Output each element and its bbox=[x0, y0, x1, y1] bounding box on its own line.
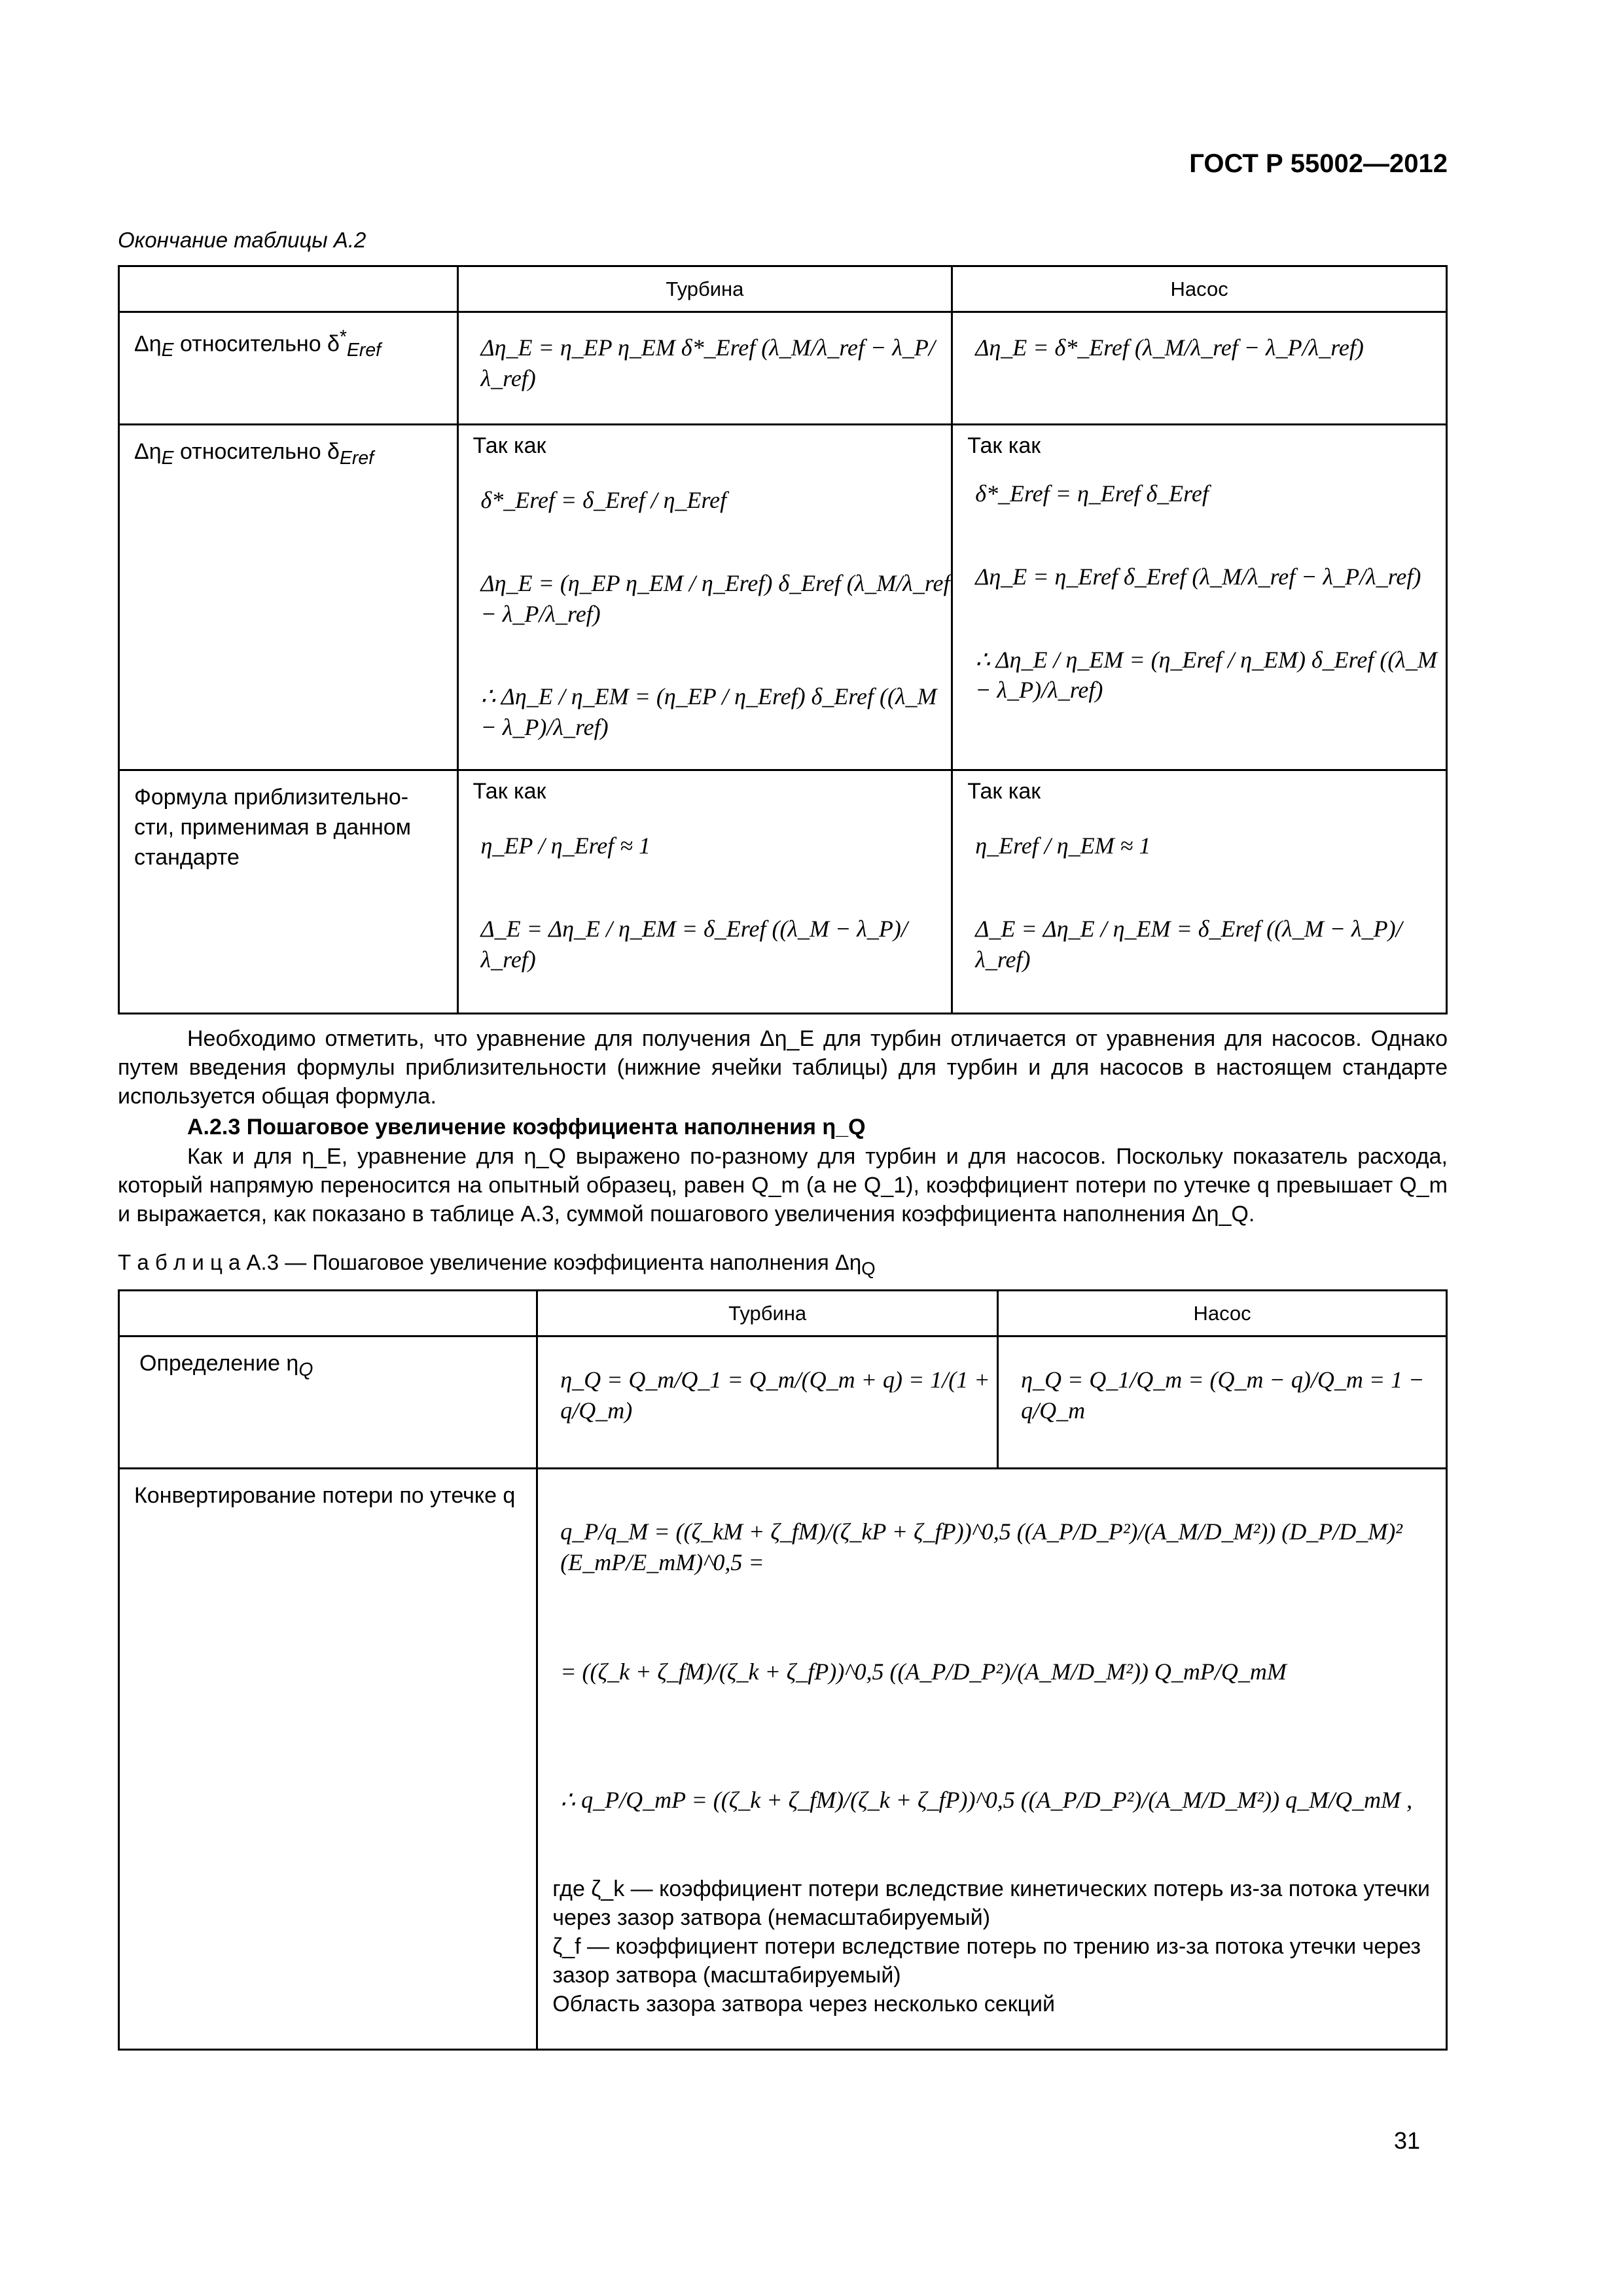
formula: ∴ Δη_E / η_EM = (η_EP / η_Eref) δ_Eref ((λ_M − λ_P)/λ_ref) bbox=[480, 683, 937, 741]
pump-cell bbox=[952, 770, 1447, 1014]
formula: Δ_E = Δη_E / η_EM = δ_Eref ((λ_M − λ_P)/λ_ref) bbox=[480, 915, 908, 973]
col-pump: Насос bbox=[952, 266, 1447, 312]
row-label: $\Delta\eta_E$ относительно $\delta^*_{Eref}$ bbox=[119, 312, 458, 425]
turbine-cell bbox=[457, 770, 952, 1014]
note: где ζ_k — коэффициент потери вследствие кинетических потерь из-за потока утечки через зазор затвора (немасштабируемый) bbox=[552, 1876, 1430, 1931]
table-row bbox=[119, 312, 1447, 425]
formula: η_Q = Q_1/Q_m = (Q_m − q)/Q_m = 1 − q/Q_m bbox=[1021, 1367, 1425, 1424]
formula-cell bbox=[537, 1469, 1447, 2050]
intro-text: Так как bbox=[967, 433, 1041, 458]
turbine-cell bbox=[457, 425, 952, 770]
table-row bbox=[119, 1469, 1447, 2050]
intro-text: Так как bbox=[473, 433, 546, 458]
formula: = ((ζ_k + ζ_fM)/(ζ_k + ζ_fP))^0,5 ((A_P/D_P²)/(A_M/D_M²)) Q_mP/Q_mM bbox=[560, 1658, 1287, 1685]
formula: Δη_E = δ*_Eref (λ_M/λ_ref − λ_P/λ_ref) bbox=[975, 334, 1364, 361]
formula: Δη_E = (η_EP η_EM / η_Eref) δ_Eref (λ_M/λ_ref − λ_P/λ_ref) bbox=[480, 569, 950, 627]
formula: η_EP / η_Eref ≈ 1 bbox=[480, 833, 651, 859]
row-label: Формула приблизительно-сти, применимая в данном стандарте bbox=[119, 770, 458, 1014]
formula: Δη_E = η_EP η_EM δ*_Eref (λ_M/λ_ref − λ_P/λ_ref) bbox=[480, 334, 935, 391]
formula: Δη_E = η_Eref δ_Eref (λ_M/λ_ref − λ_P/λ_ref) bbox=[975, 563, 1421, 590]
formula: Δ_E = Δη_E / η_EM = δ_Eref ((λ_M − λ_P)/λ_ref) bbox=[975, 915, 1402, 973]
pump-cell bbox=[952, 312, 1447, 425]
row-label: Конвертирование потери по утечке q bbox=[119, 1469, 537, 2050]
table-a3-caption: Т а б л и ц а А.3 — Пошаговое увеличение коэффициента наполнения $\Delta\eta_Q$ bbox=[118, 1250, 876, 1279]
col-turbine: Турбина bbox=[537, 1291, 998, 1336]
page-number: 31 bbox=[1394, 2127, 1421, 2154]
turbine-cell bbox=[457, 312, 952, 425]
section-heading: А.2.3 Пошаговое увеличение коэффициента наполнения η_Q bbox=[187, 1115, 866, 1139]
table-row bbox=[119, 1336, 1447, 1469]
row-label: Определение $\eta_Q$ bbox=[119, 1336, 537, 1469]
table-row bbox=[119, 770, 1447, 1014]
formula: ∴ Δη_E / η_EM = (η_Eref / η_EM) δ_Eref ((λ_M − λ_P)/λ_ref) bbox=[975, 646, 1437, 704]
pump-cell bbox=[952, 425, 1447, 770]
formula: η_Eref / η_EM ≈ 1 bbox=[975, 833, 1151, 859]
table-a2-caption: Окончание таблицы А.2 bbox=[118, 228, 366, 252]
paragraph: Как и для η_E, уравнение для η_Q выражено по-разному для турбин и для насосов. Поскольку показатель расхода, который напрямую переносится на опытный образец, равен Q_m (а не Q_1), коэффициент потери по утечке q превышает Q_m и выражается, как показано в таблице А.3, суммой пошагового увеличения коэффициента наполнения Δη_Q. bbox=[118, 1144, 1448, 1227]
table-a3 bbox=[118, 1289, 1448, 2051]
turbine-cell bbox=[537, 1336, 998, 1469]
formula: ∴ q_P/Q_mP = ((ζ_k + ζ_fM)/(ζ_k + ζ_fP))^0,5 ((A_P/D_P²)/(A_M/D_M²)) q_M/Q_mM , bbox=[560, 1787, 1413, 1814]
note: Область зазора затвора через несколько секций bbox=[552, 1992, 1056, 2017]
intro-text: Так как bbox=[473, 779, 546, 804]
pump-cell bbox=[998, 1336, 1447, 1469]
empty-header bbox=[119, 266, 458, 312]
formula: δ*_Eref = η_Eref δ_Eref bbox=[975, 480, 1209, 507]
formula: δ*_Eref = δ_Eref / η_Eref bbox=[480, 487, 727, 513]
formula: q_P/q_M = ((ζ_kM + ζ_fM)/(ζ_kP + ζ_fP))^0,5 ((A_P/D_P²)/(A_M/D_M²)) (D_P/D_M)² (E_mP/E_mM)^0,5 = bbox=[560, 1518, 1402, 1575]
note: ζ_f — коэффициент потери вследствие потерь по трению из-за потока утечки через зазор затвора (масштабируемый) bbox=[552, 1934, 1421, 1988]
document-id: ГОСТ Р 55002—2012 bbox=[1189, 149, 1448, 178]
intro-text: Так как bbox=[967, 779, 1041, 804]
formula: η_Q = Q_m/Q_1 = Q_m/(Q_m + q) = 1/(1 + q/Q_m) bbox=[560, 1367, 990, 1424]
table-a2 bbox=[118, 265, 1448, 1014]
paragraph: Необходимо отметить, что уравнение для получения Δη_E для турбин отличается от уравнения для насосов. Однако путем введения формулы приблизительности (нижние ячейки таблицы) для турбин и для насосов в настоящем стандарте используется общая формула. bbox=[118, 1026, 1448, 1109]
empty-header bbox=[119, 1291, 537, 1336]
col-turbine: Турбина bbox=[457, 266, 952, 312]
row-label: $\Delta\eta_E$ относительно $\delta_{Eref}$ bbox=[119, 425, 458, 770]
col-pump: Насос bbox=[998, 1291, 1447, 1336]
table-row bbox=[119, 425, 1447, 770]
